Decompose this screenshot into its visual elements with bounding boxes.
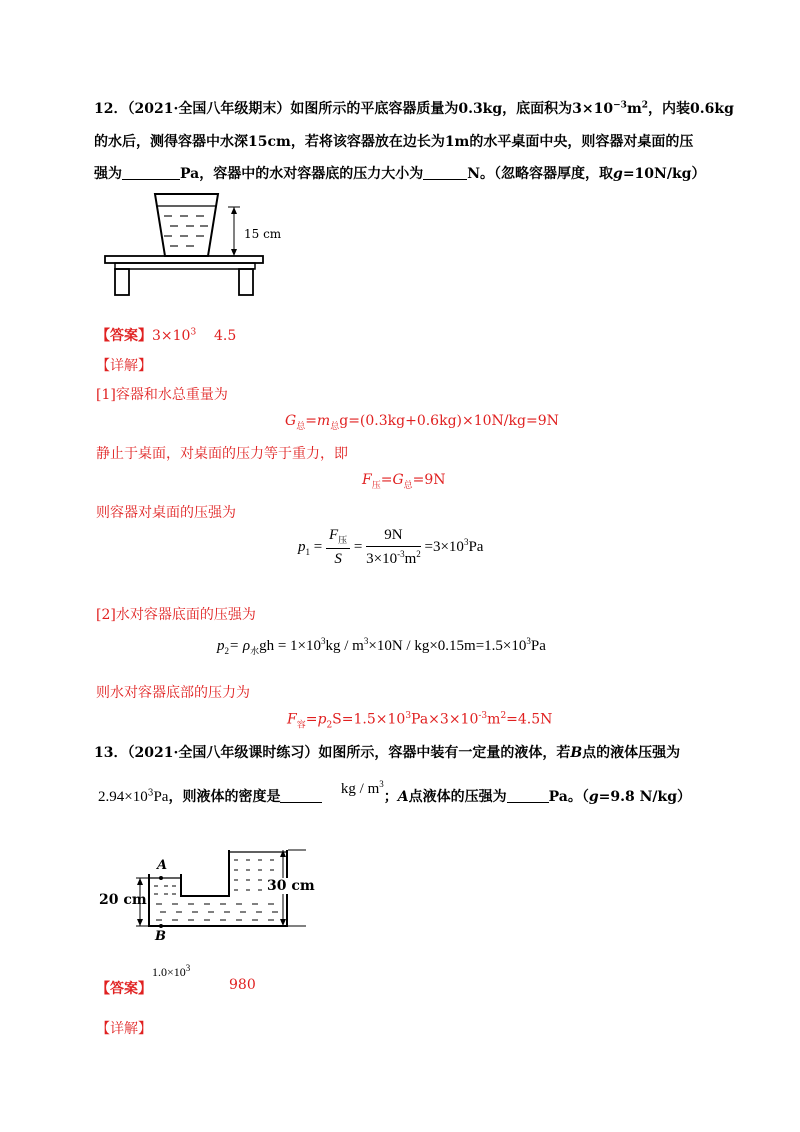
eq4-body: gh = 1×10 xyxy=(259,638,322,654)
q13-unit2-exp: 3 xyxy=(379,779,384,789)
q12-g: g xyxy=(613,166,623,182)
container-shape xyxy=(155,194,218,256)
q12-number: 12． xyxy=(94,101,128,117)
eq3-den2: 3×10 xyxy=(366,551,398,567)
q13-blank-1[interactable] xyxy=(280,788,322,803)
q12-blank-1[interactable] xyxy=(122,165,180,180)
eq4-exp1: 3 xyxy=(321,636,326,646)
eq3-result-exp: 3 xyxy=(463,536,469,547)
q13-l2d: Pa。（ xyxy=(548,789,589,805)
q12-text: 如图所示的平底容器质量为0.3kg，底面积为3×10 xyxy=(290,101,614,117)
eq2-sub: 压 xyxy=(371,480,381,491)
q13-blank-2[interactable] xyxy=(507,788,549,803)
eq1-g: G xyxy=(285,413,297,429)
q13-fig-label-a: A xyxy=(157,858,168,873)
q12-unit-exp: 2 xyxy=(641,100,649,111)
q13-b: B xyxy=(570,745,583,761)
q13-detail-tag: 【详解】 xyxy=(96,1021,152,1037)
q13-val-exp: 3 xyxy=(147,788,154,799)
q12-unit: m xyxy=(626,101,642,117)
eq5-tail3: m xyxy=(487,711,501,728)
q13-val-unit: Pa xyxy=(153,789,169,805)
eq5-mid: =p xyxy=(305,711,327,728)
q13-val: 2.94×10 xyxy=(98,789,148,805)
q12-exp: −3 xyxy=(613,100,627,111)
eq5-tail2: Pa×3×10 xyxy=(411,711,479,728)
q12-step1-text3: 则容器对桌面的压强为 xyxy=(96,505,236,521)
q13-fig-label-b: B xyxy=(155,929,166,944)
q12-tail: ，内装0.6kg xyxy=(648,101,734,117)
eq2-f: F xyxy=(362,472,372,488)
q13-g: g xyxy=(588,789,599,805)
eq2-mid: =G xyxy=(380,472,404,488)
eq5-exp2: -3 xyxy=(478,711,488,721)
q12-figure xyxy=(100,186,270,298)
eq3-den2-exp: -3 xyxy=(397,549,405,559)
eq3-p: p xyxy=(298,538,306,555)
q13-l2c: 点液体的压强为 xyxy=(408,789,507,805)
eq5-sub2: 2 xyxy=(326,720,333,731)
q13-tail: 点的液体压强为 xyxy=(582,745,681,761)
q12-l3d: =10N/kg） xyxy=(622,166,706,182)
q13-answer-1-text: 1.0×10 xyxy=(152,965,186,979)
liquid-dashes xyxy=(154,860,278,920)
eq4-body3: ×10N / kg×0.15m=1.5×10 xyxy=(368,638,527,654)
eq4-exp2: 3 xyxy=(363,636,369,646)
q12-blank-2[interactable] xyxy=(423,165,467,180)
eq3-p-sub: 1 xyxy=(305,546,310,557)
q12-answer-1-exp: 3 xyxy=(190,327,197,338)
eq5-sub: 容 xyxy=(296,720,306,731)
q12-eq4 xyxy=(217,636,546,657)
q13-answer-2: 980 xyxy=(229,977,256,993)
q12-step2-text2: 则水对容器底部的压力为 xyxy=(96,685,250,701)
q13-fig-label-20: 20 cm xyxy=(99,892,147,908)
table-top xyxy=(105,256,263,263)
eq1-tail: g=(0.3kg+0.6kg)×10N/kg=9N xyxy=(339,413,559,429)
q13-answer-1-exp: 3 xyxy=(185,963,191,973)
eq4-unit: Pa xyxy=(530,638,546,654)
point-b xyxy=(159,924,163,928)
eq5-f: F xyxy=(287,711,297,728)
eq5-tail: S=1.5×10 xyxy=(332,711,406,728)
q12-eq5 xyxy=(287,711,552,730)
eq4-p: p xyxy=(217,638,225,654)
eq4-body2: kg / m xyxy=(325,638,364,654)
q12-step1-text2: 静止于桌面，对桌面的压力等于重力，即 xyxy=(96,446,348,462)
q13-answer-1 xyxy=(152,963,190,980)
eq5-exp3: 2 xyxy=(500,711,507,721)
q12-answer-2: 4.5 xyxy=(214,328,237,344)
point-a xyxy=(159,876,163,880)
table-leg-right xyxy=(239,269,253,295)
q13-source: （2021·全国八年级课时练习） xyxy=(127,745,319,761)
eq3-den: S xyxy=(334,551,342,567)
q13-text: 如图所示，容器中装有一定量的液体，若 xyxy=(318,745,571,761)
q12-line2: 的水后，测得容器中水深15cm，若将该容器放在边长为1m的水平桌面中央，则容器对桌面的压 xyxy=(94,134,694,150)
eq1-mid: =m xyxy=(305,413,331,429)
eq3-num: F xyxy=(328,527,339,543)
q13-number: 13． xyxy=(94,745,128,761)
q12-answer-1: 3×10 xyxy=(152,328,191,344)
eq1-sub2: 总 xyxy=(330,421,340,432)
q13-answer-tag: 【答案】 xyxy=(96,981,152,997)
q13-unit2 xyxy=(341,781,384,797)
water-dashes xyxy=(164,216,208,246)
eq4-rho-sub: 水 xyxy=(250,646,260,656)
eq3-den2-unit-exp: 2 xyxy=(416,549,421,559)
eq3-num2: 9N xyxy=(366,527,421,547)
eq5-tail4: =4.5N xyxy=(506,711,553,728)
q12-eq1 xyxy=(285,413,559,432)
eq2-sub2: 总 xyxy=(403,480,413,491)
q13-a: A xyxy=(397,789,409,805)
q12-figure-label: 15 cm xyxy=(244,227,282,241)
q13-l2e: =9.8 N/kg） xyxy=(598,789,692,805)
q13-line2 xyxy=(98,779,692,806)
q13-fig-label-30: 30 cm xyxy=(267,878,315,894)
q12-answer-tag: 【答案】 xyxy=(96,328,152,344)
q12-source: （2021·全国八年级期末） xyxy=(127,101,291,117)
q12-l3b: Pa，容器中的水对容器底的压力大小为 xyxy=(180,166,424,182)
q13-l2a: ，则液体的密度是 xyxy=(168,789,281,805)
eq4-exp3: 3 xyxy=(526,636,531,646)
q12-eq3: $p_1$ = $\frac{F_压}{S}$ = $\frac{9N}{3\times 10^{-3}m^2}$ $=3\times 10^3Pa$ xyxy=(298,527,484,567)
q12-answer xyxy=(96,325,236,345)
q13-line1 xyxy=(94,742,680,762)
q13-l2b: ； xyxy=(383,789,398,805)
q12-eq2 xyxy=(362,472,446,491)
eq2-tail: =9N xyxy=(412,472,446,488)
eq3-num-sub: 压 xyxy=(338,535,348,545)
q12-l3c: N。（忽略容器厚度，取 xyxy=(467,166,614,182)
eq3-frac2 xyxy=(366,527,421,568)
eq1-sub: 总 xyxy=(296,421,306,432)
q12-l3a: 强为 xyxy=(94,166,122,182)
eq4-rho: = ρ xyxy=(229,638,251,654)
q12-line3 xyxy=(94,163,705,183)
eq4-sub: 2 xyxy=(224,646,229,656)
q12-step1-title: [1]容器和水总重量为 xyxy=(96,387,228,403)
eq3-result-unit: Pa xyxy=(468,538,484,555)
table-leg-left xyxy=(115,269,129,295)
q12-step2-title: [2]水对容器底面的压强为 xyxy=(96,607,256,623)
eq3-frac1 xyxy=(326,527,350,568)
q12-line1 xyxy=(94,98,734,118)
eq3-result: =3×10 xyxy=(424,538,464,555)
eq3-den2-unit: m xyxy=(404,551,417,567)
eq5-exp1: 3 xyxy=(405,711,412,721)
q12-detail-tag: 【详解】 xyxy=(96,358,152,374)
q13-unit2-text: kg / m xyxy=(340,781,380,797)
